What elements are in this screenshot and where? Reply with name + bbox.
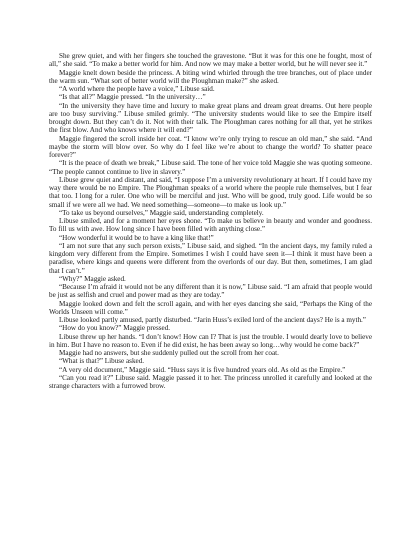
paragraph: She grew quiet, and with her fingers she touched the gravestone. “But it was for this one he fought, most of all,” she said. “To make a better world for him. And now we may make a better world, but he will never see it.” xyxy=(49,52,372,69)
paragraph: Libuse threw up her hands. “I don’t know! How can I? That is just the trouble. I would dearly love to believe in him. But I have no reason to. Even if he did exist, he has been away so long…why would he come back?” xyxy=(49,332,372,349)
paragraph: “I am not sure that any such person exists,” Libuse said, and sighed. “In the ancient days, my family ruled a kingdom very different from the Empire. Sometimes I wish I could have seen it—I think it must have been a paradise, where kings and queens were different from the overlords of our day. But then, sometimes, I am glad that I can’t.” xyxy=(49,241,372,275)
paragraph: Libuse smiled, and for a moment her eyes shone. “To make us believe in beauty and wonder and goodness. To fill us with awe. How long since I have been filled with anything close.” xyxy=(49,217,372,234)
paragraph: “What is that?” Libuse asked. xyxy=(59,357,145,366)
paragraph: Libuse grew quiet and distant, and said, “I suppose I’m a university revolutionary at heart. If I could have my way there would be no Empire. The Ploughman speaks of a world where the people rule themselves, but I fear that too. I long for a ruler. One who will be merciful and just. Who will be good, truly good. Life would be so small if we were all we had. We need something—someone—to make us look up.” xyxy=(49,175,372,209)
paragraph: “In the university they have time and luxury to make great plans and dream great dreams. Out here people are too busy surviving.” Libuse smiled grimly. “The university students would like to see the Empire itself brought down. But they can’t do it. Not with their talk. The Ploughman cares nothing for all that, yet he strikes the first blow. And who knows where it will end?” xyxy=(49,101,372,135)
paragraph: “Can you read it?” Libuse said. Maggie passed it to her. The princess unrolled it carefully and looked at the strange characters with a furrowed brow. xyxy=(49,373,372,390)
paragraph: Libuse looked partly amused, partly disturbed. “Jarin Huss’s exiled lord of the ancient days? He is a myth.” xyxy=(59,316,366,324)
paragraph: “A very old document,” Maggie said. “Huss says it is five hundred years old. As old as the Empire.” xyxy=(59,365,346,374)
paragraph: Maggie looked down and felt the scroll again, and with her eyes dancing she said, “Perhaps the King of the Worlds Unseen will come.” xyxy=(49,299,372,316)
page-body xyxy=(49,52,372,390)
paragraph: “A world where the people have a voice,” Libuse said. xyxy=(59,85,215,93)
paragraph: “It is the peace of death we break,” Libuse said. The tone of her voice told Maggie she was quoting someone. “The people cannot continue to live in slavery.” xyxy=(49,159,372,176)
paragraph: “Is that all?” Maggie pressed. “In the university…” xyxy=(59,93,206,102)
paragraph: “Because I’m afraid it would not be any different than it is now,” Libuse said. “I am afraid that people would be just as selfish and cruel and power mad as they are today.” xyxy=(49,283,372,300)
paragraph: Maggie fingered the scroll inside her coat. “I know we’re only trying to rescue an old man,” she said. “And maybe the storm will blow over. So why do I feel like we’re about to change the world? To shatter peace forever?” xyxy=(49,134,372,159)
paragraph: Maggie knelt down beside the princess. A biting wind whirled through the tree branches, out of place under the warm sun. “What sort of better world will the Ploughman make?” she asked. xyxy=(49,68,372,85)
paragraph: Maggie had no answers, but she suddenly pulled out the scroll from her coat. xyxy=(59,349,279,357)
paragraph: “Why?” Maggie asked. xyxy=(59,274,126,283)
paragraph: “To take us beyond ourselves,” Maggie said, understanding completely. xyxy=(59,208,264,217)
paragraph: “How do you know?” Maggie pressed. xyxy=(59,324,171,333)
paragraph: “How wonderful it would be to have a king like that!” xyxy=(59,233,214,242)
